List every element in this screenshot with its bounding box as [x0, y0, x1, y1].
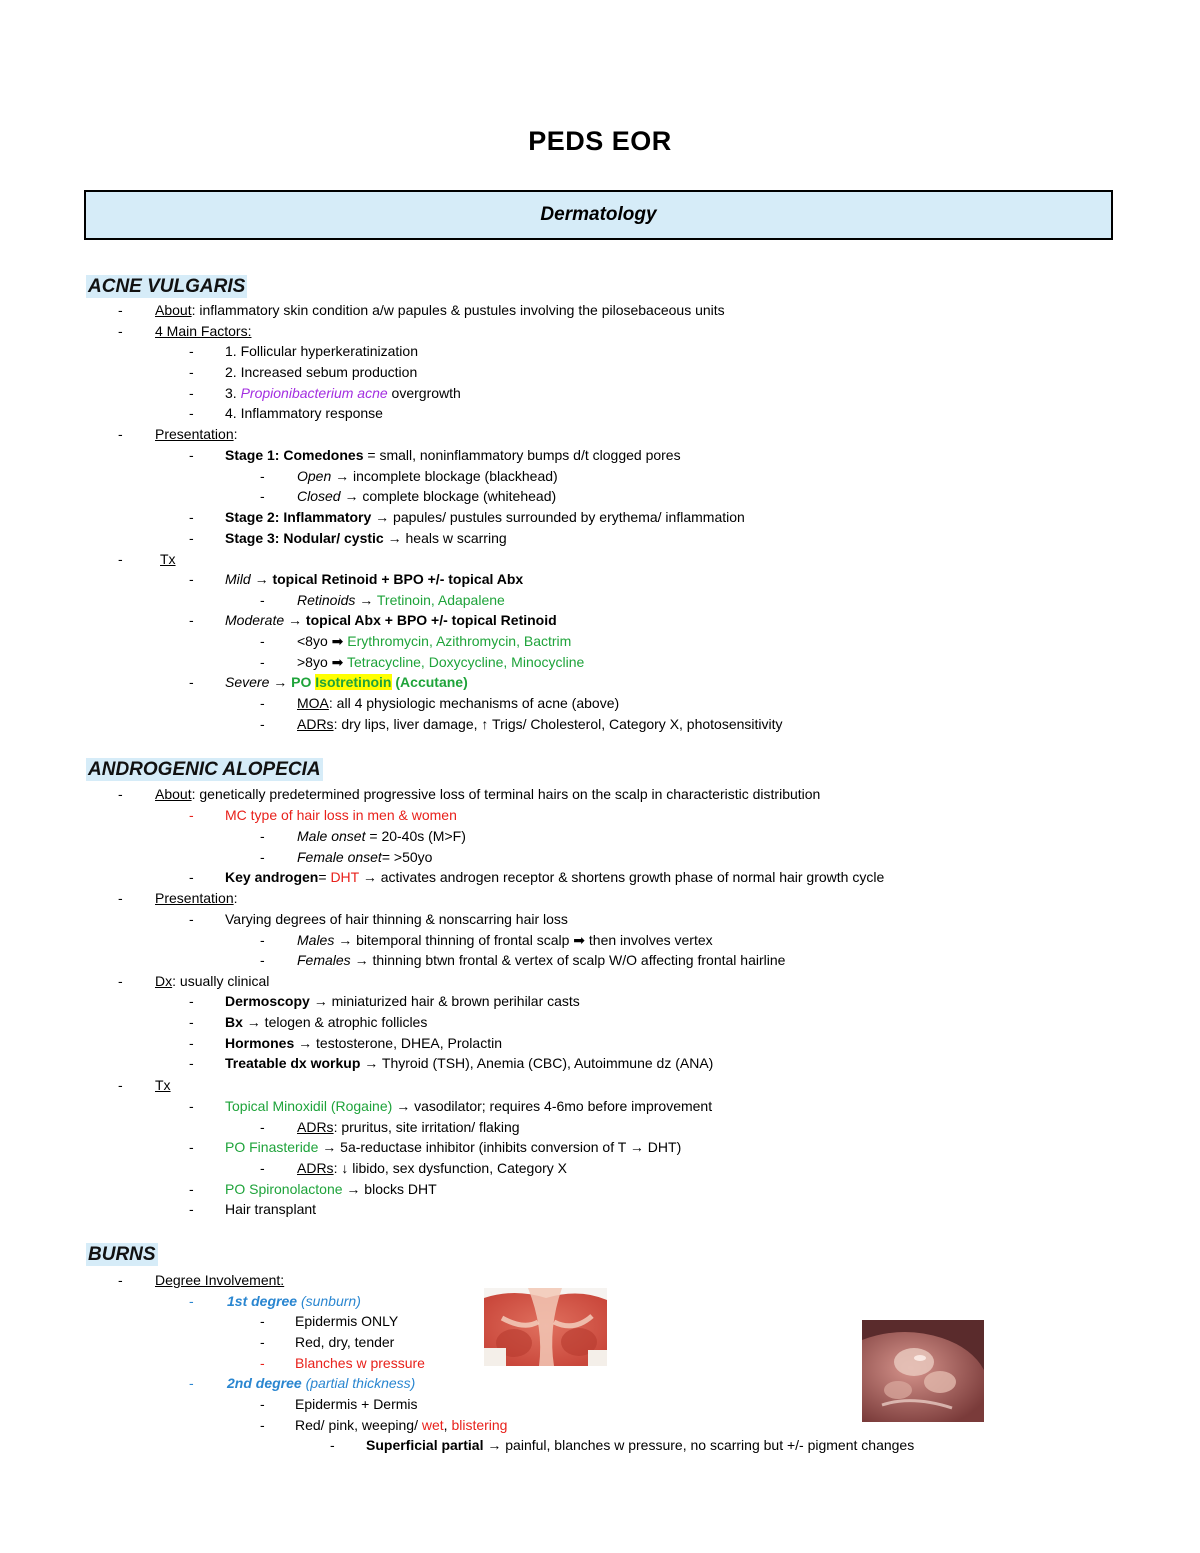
acne-factor-1: 1. Follicular hyperkeratinization [225, 343, 418, 359]
bullet: - [189, 807, 194, 823]
bullet: - [260, 1119, 265, 1135]
alopecia-presentation-label: Presentation: [155, 890, 238, 906]
bullet: - [189, 1293, 194, 1309]
alopecia-dermoscopy: Dermoscopy → miniaturized hair & brown perihilar casts [225, 993, 580, 1009]
acne-under-8: <8yo ➡ Erythromycin, Azithromycin, Bactrim [297, 633, 572, 649]
alopecia-treatable: Treatable dx workup → Thyroid (TSH), Anemia (CBC), Autoimmune dz (ANA) [225, 1055, 714, 1071]
bullet: - [189, 1181, 194, 1197]
acne-factor-2: 2. Increased sebum production [225, 364, 418, 380]
sunburn-back-photo [484, 1288, 607, 1366]
alopecia-females: Females → thinning btwn frontal & vertex of scalp W/O affecting frontal hairline [297, 952, 786, 968]
bullet: - [189, 869, 194, 885]
page-title: PEDS EOR [528, 126, 672, 156]
acne-stage-1: Stage 1: Comedones = small, noninflammatory bumps d/t clogged pores [225, 447, 681, 463]
alopecia-varying: Varying degrees of hair thinning & nonscarring hair loss [225, 911, 568, 927]
alopecia-mc: MC type of hair loss in men & women [225, 807, 457, 823]
bullet: - [260, 932, 265, 948]
bullet: - [260, 849, 265, 865]
bullet: - [260, 633, 265, 649]
bullet: - [260, 1313, 265, 1329]
acne-heading: ACNE VULGARIS [88, 276, 246, 297]
bullet: - [260, 695, 265, 711]
bullet: - [330, 1437, 335, 1453]
bullet: - [189, 343, 194, 359]
alopecia-tx-label: Tx [155, 1077, 171, 1093]
acne-stage-2: Stage 2: Inflammatory → papules/ pustules surrounded by erythema/ inflammation [225, 509, 745, 525]
alopecia-key-androgen: Key androgen= DHT → activates androgen receptor & shortens growth phase of normal hair growth cycle [225, 869, 885, 885]
acne-closed: Closed → complete blockage (whitehead) [297, 488, 557, 504]
bullet: - [189, 1375, 194, 1391]
alopecia-hormones: Hormones → testosterone, DHEA, Prolactin [225, 1035, 502, 1051]
bullet: - [189, 674, 194, 690]
blister-hand-photo [862, 1320, 984, 1422]
bullet: - [118, 302, 123, 318]
bullet: - [189, 405, 194, 421]
acne-factor-3: 3. Propionibacterium acne overgrowth [225, 385, 461, 401]
bullet: - [260, 828, 265, 844]
acne-open: Open → incomplete blockage (blackhead) [297, 468, 558, 484]
alopecia-finasteride-adrs: ADRs: ↓ libido, sex dysfunction, Category X [297, 1160, 568, 1176]
acne-about: About: inflammatory skin condition a/w papules & pustules involving the pilosebaceous units [155, 302, 725, 318]
bullet: - [118, 890, 123, 906]
bullet: - [189, 509, 194, 525]
burns-degree-label: Degree Involvement: [155, 1272, 285, 1288]
bullet: - [189, 1035, 194, 1051]
bullet: - [189, 1014, 194, 1030]
burns-first-3: Blanches w pressure [295, 1355, 425, 1371]
burns-first-2: Red, dry, tender [295, 1334, 395, 1350]
bullet: - [189, 385, 194, 401]
bullet: - [118, 786, 123, 802]
bullet: - [189, 447, 194, 463]
alopecia-dx: Dx: usually clinical [155, 973, 270, 989]
bullet: - [118, 426, 123, 442]
burns-heading: BURNS [88, 1244, 156, 1265]
alopecia-finasteride: PO Finasteride → 5a-reductase inhibitor (inhibits conversion of T → DHT) [225, 1139, 682, 1155]
alopecia-heading: ANDROGENIC ALOPECIA [88, 759, 321, 780]
bullet: - [189, 1055, 194, 1071]
acne-retinoids: Retinoids → Tretinoin, Adapalene [297, 592, 505, 608]
acne-mild: Mild → topical Retinoid + BPO +/- topical Abx [225, 571, 524, 587]
burns-second-1: Epidermis + Dermis [295, 1396, 418, 1412]
bullet: - [189, 1098, 194, 1114]
section-banner [84, 190, 1113, 240]
acne-moa: MOA: all 4 physiologic mechanisms of acne (above) [297, 695, 620, 711]
bullet: - [260, 488, 265, 504]
bullet: - [260, 1417, 265, 1433]
bullet: - [260, 1396, 265, 1412]
bullet: - [189, 364, 194, 380]
bullet: - [118, 551, 123, 567]
burns-second-degree: 2nd degree (partial thickness) [227, 1375, 416, 1391]
burns-superficial: Superficial partial → painful, blanches w pressure, no scarring but +/- pigment changes [366, 1437, 915, 1453]
bullet: - [189, 1139, 194, 1155]
alopecia-about: About: genetically predetermined progressive loss of terminal hairs on the scalp in characteristic distribution [155, 786, 821, 802]
bullet: - [260, 1160, 265, 1176]
acne-moderate: Moderate → topical Abx + BPO +/- topical Retinoid [225, 612, 557, 628]
acne-tx-label: Tx [160, 551, 176, 567]
alopecia-transplant: Hair transplant [225, 1201, 317, 1217]
bullet: - [260, 468, 265, 484]
alopecia-bx: Bx → telogen & atrophic follicles [225, 1014, 428, 1030]
bullet: - [189, 911, 194, 927]
bullet: - [118, 1077, 123, 1093]
acne-over-8: >8yo ➡ Tetracycline, Doxycycline, Minocycline [297, 654, 585, 670]
bullet: - [118, 323, 123, 339]
bullet: - [189, 571, 194, 587]
alopecia-males: Males → bitemporal thinning of frontal scalp ➡ then involves vertex [297, 932, 713, 948]
bullet: - [118, 973, 123, 989]
burns-first-degree: 1st degree (sunburn) [227, 1293, 361, 1309]
burns-second-2: Red/ pink, weeping/ wet, blistering [295, 1417, 508, 1433]
bullet: - [260, 952, 265, 968]
bullet: - [260, 654, 265, 670]
alopecia-male-onset: Male onset = 20-40s (M>F) [297, 828, 466, 844]
acne-adrs: ADRs: dry lips, liver damage, ↑ Trigs/ Cholesterol, Category X, photosensitivity [297, 716, 783, 732]
alopecia-female-onset: Female onset= >50yo [297, 849, 433, 865]
acne-factors-label: 4 Main Factors: [155, 323, 252, 339]
acne-presentation-label: Presentation: [155, 426, 238, 442]
bullet: - [189, 993, 194, 1009]
bullet: - [260, 1355, 265, 1371]
burns-first-1: Epidermis ONLY [295, 1313, 399, 1329]
bullet: - [189, 612, 194, 628]
bullet: - [260, 592, 265, 608]
bullet: - [189, 1201, 194, 1217]
alopecia-spironolactone: PO Spironolactone → blocks DHT [225, 1181, 437, 1197]
acne-severe: Severe → PO Isotretinoin (Accutane) [225, 674, 468, 690]
bullet: - [189, 530, 194, 546]
alopecia-minoxidil-adrs: ADRs: pruritus, site irritation/ flaking [297, 1119, 520, 1135]
bullet: - [118, 1272, 123, 1288]
bullet: - [260, 1334, 265, 1350]
bullet: - [260, 716, 265, 732]
acne-stage-3: Stage 3: Nodular/ cystic → heals w scarring [225, 530, 507, 546]
section-title: Dermatology [540, 204, 657, 225]
acne-factor-4: 4. Inflammatory response [225, 405, 383, 421]
alopecia-minoxidil: Topical Minoxidil (Rogaine) → vasodilator; requires 4-6mo before improvement [225, 1098, 713, 1114]
